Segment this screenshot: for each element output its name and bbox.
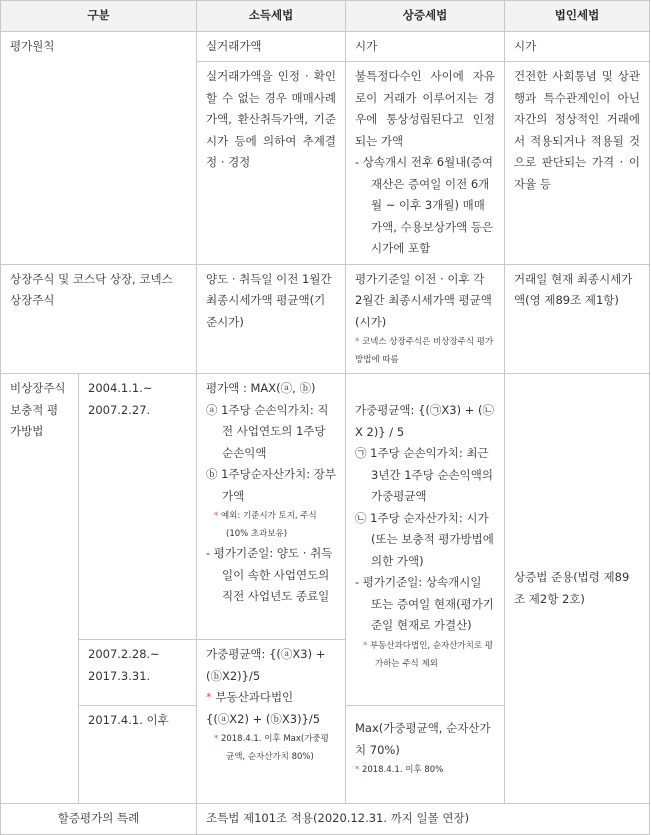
period1-income-title: 평가액 : MAX(ⓐ, ⓑ)	[206, 381, 316, 395]
note-mark: *	[355, 765, 360, 775]
note-mark: *	[214, 734, 219, 744]
listed-inherit-cell	[346, 264, 505, 374]
note-mark: *	[214, 511, 219, 521]
row-principle	[1, 31, 650, 62]
listed-income: 양도 · 취득일 이전 1월간 최종시세가액 평균액(기준시가)	[197, 264, 346, 374]
special-text: 조특법 제101조 적용(2020.12.31. 까지 일몰 연장)	[197, 804, 650, 835]
period3-income-note: * 2018.4.1. 이후 Max(가중평균액, 순자산가치 80%)	[214, 734, 329, 762]
listed-inherit: 평가기준일 이전 · 이후 각 2월간 최종시세가액 평균액(시가)	[355, 271, 492, 329]
principle-inherit-detail-cell	[346, 62, 505, 265]
principle-inherit-detail: 불특정다수인 사이에 자유로이 거래가 이루어지는 경우에 통상성립된다고 인정되는 가액	[355, 69, 495, 148]
period1-income-a: ⓐ 1주당 순손익가치: 직전 사업연도의 1주당 순손익액	[206, 402, 329, 460]
row-unlisted-1	[1, 374, 650, 640]
period1-income-item: - 평가기준일: 양도 · 취득일이 속한 사업연도의 직전 사업년도 종료일	[206, 546, 333, 603]
note-mark: *	[363, 640, 368, 651]
period1-income-b: ⓑ 1주당순자산가치: 장부가액	[206, 467, 336, 503]
row-special	[1, 804, 650, 835]
period3-inherit-cell	[346, 706, 505, 804]
period2-income-2: {(ⓐX2) + (ⓑX3)}/5	[206, 711, 321, 726]
period1-income-cell	[197, 374, 346, 640]
header-corporate-tax: 법인세법	[505, 1, 650, 32]
star-mark: *	[206, 690, 212, 704]
inherit-a: ㉠ 1주당 순손익가치: 최근 3년간 1주당 순손익액의 가중평균액	[355, 446, 493, 503]
period2-star-line: * 부동산과다법인	[206, 690, 294, 704]
principle-inherit-detail-item: - 상속개시 전후 6월내(증여재산은 증여일 이전 6개월 ~ 이후 3개월) 매매가액, 수용보상가액 등은 시가에 포함	[355, 155, 494, 255]
listed-inherit-note: * 코넥스 상장주식은 비상장주식 평가방법에 따름	[355, 337, 494, 365]
header-category: 구분	[1, 1, 197, 32]
unlisted-corp: 상증법 준용(법령 제89조 제2항 2호)	[505, 374, 650, 804]
principle-corp: 시가	[505, 31, 650, 62]
principle-income-detail: 실거래가액을 인정 · 확인할 수 없는 경우 매매사례가액, 환산취득가액, 기준시가 등에 의하여 추계결정 · 경정	[197, 62, 346, 265]
period-2: 2007.2.28.~ 2017.3.31.	[79, 640, 197, 706]
note-mark: *	[355, 337, 360, 347]
inherit-note: * 부동산과다법인, 순자산가치로 평가하는 주식 제외	[363, 640, 494, 669]
header-row	[1, 1, 650, 32]
inherit-weighted: 가중평균액: {(㉠X3) + (㉡X 2)} / 5	[355, 403, 494, 439]
inherit-item: - 평가기준일: 상속개시일 또는 증여일 현재(평가기준일 현재로 가결산)	[355, 575, 494, 632]
period3-inherit-note: * 2018.4.1. 이후 80%	[355, 765, 444, 775]
inherit-b: ㉡ 1주당 순자산가치: 시가(또는 보충적 평가방법에 의한 가액)	[355, 510, 494, 568]
principle-inherit: 시가	[346, 31, 505, 62]
listed-label: 상장주식 및 코스닥 상장, 코넥스 상장주식	[1, 264, 197, 374]
unlisted-inherit-cell	[346, 374, 505, 706]
header-inheritance-tax: 상증세법	[346, 1, 505, 32]
unlisted-label: 비상장주식 보충적 평가방법	[1, 374, 79, 804]
principle-label: 평가원칙	[1, 31, 197, 264]
listed-corp: 거래일 현재 최종시세가액(영 제89조 제1항)	[505, 264, 650, 374]
period3-inherit: Max(가중평균액, 순자산가치 70%)	[355, 721, 491, 757]
row-listed	[1, 264, 650, 374]
period1-income-note: * 예외: 기준시가 토지, 주식(10% 초과보유)	[214, 511, 317, 539]
period-3: 2017.4.1. 이후	[79, 706, 197, 804]
principle-corp-detail: 건전한 사회통념 및 상관행과 특수관계인이 아닌 자간의 정상적인 거래에서 적용되거나 적용될 것으로 판단되는 가격 · 이자율 등	[505, 62, 650, 265]
period2-income: 가중평균액: {(ⓐX3) + (ⓑX2)}/5	[206, 647, 326, 683]
period2-income-cell	[197, 640, 346, 804]
special-label: 할증평가의 특례	[1, 804, 197, 835]
period-1: 2004.1.1.~ 2007.2.27.	[79, 374, 197, 640]
header-income-tax: 소득세법	[197, 1, 346, 32]
principle-income: 실거래가액	[197, 31, 346, 62]
